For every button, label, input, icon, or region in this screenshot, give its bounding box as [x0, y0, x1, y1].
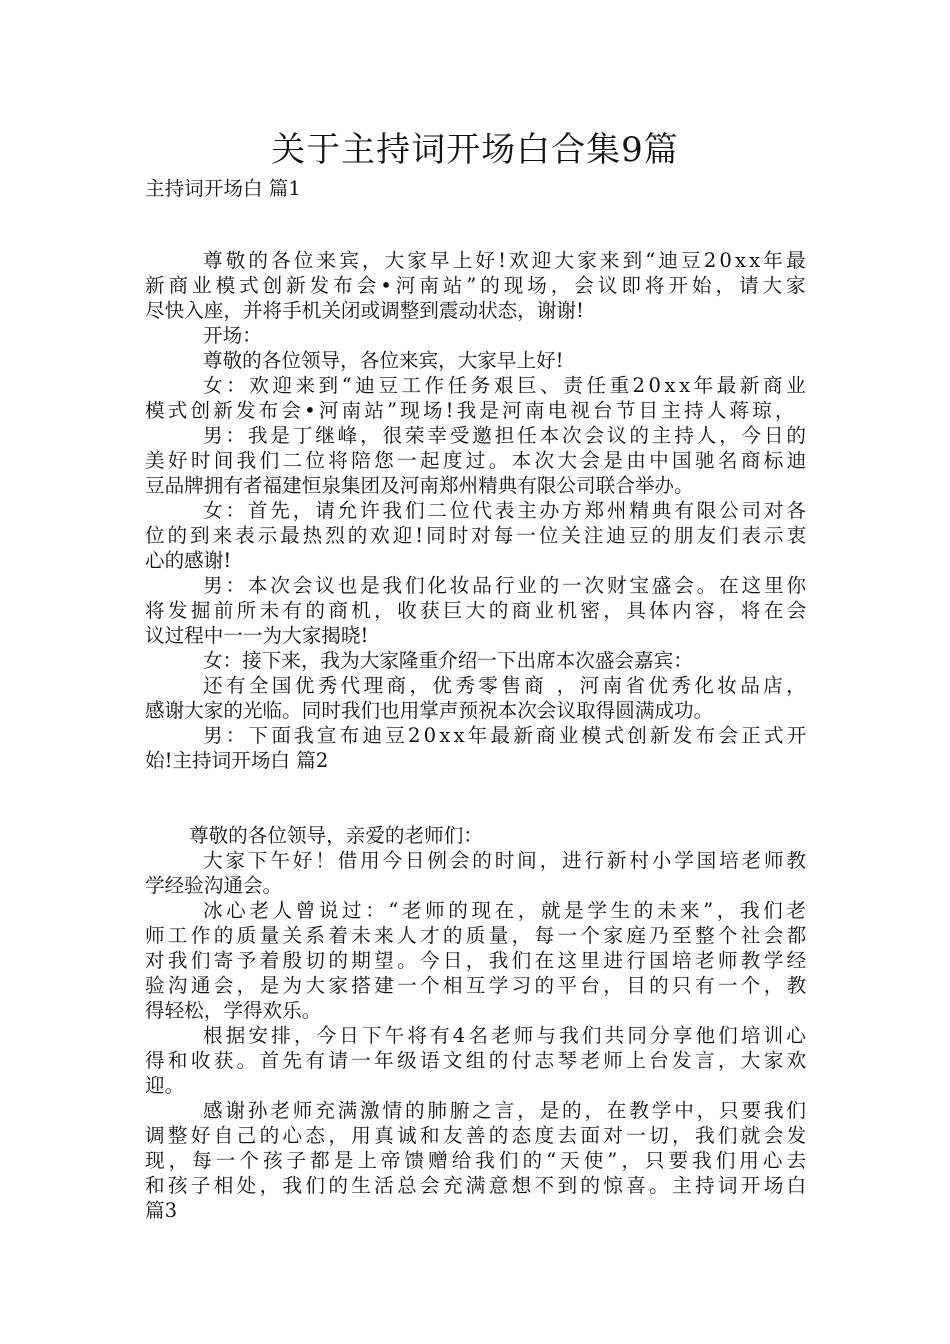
text-line: 男：我是丁继峰，很荣幸受邀担任本次会议的主持人，今日的	[203, 424, 809, 447]
text-line: 篇3	[145, 1199, 178, 1222]
text-line: 尊敬的各位领导，各位来宾，大家早上好!	[203, 349, 564, 372]
text-line: 学经验沟通会。	[145, 874, 283, 897]
text-line: 新商业模式创新发布会•河南站”的现场，会议即将开始，请大家	[145, 274, 810, 297]
text-line: 女：欢迎来到“迪豆工作任务艰巨、责任重20xx年最新商业	[203, 374, 810, 397]
text-line: 尊敬的各位领导，亲爱的老师们：	[189, 824, 483, 847]
text-line: 美好时间我们二位将陪您一起度过。本次大会是由中国驰名商标迪	[145, 449, 810, 472]
text-line: 和孩子相处，我们的生活总会充满意想不到的惊喜。主持词开场白	[145, 1174, 810, 1197]
text-line: 始!主持词开场白 篇2	[145, 749, 329, 772]
text-line: 迎。	[145, 1074, 185, 1097]
text-line: 还有全国优秀代理商，优秀零售商 ，河南省优秀化妆品店，	[203, 674, 810, 697]
text-line: 男：下面我宣布迪豆20xx年最新商业模式创新发布会正式开	[203, 724, 810, 747]
text-line: 心的感谢!	[145, 549, 232, 572]
text-line: 豆品牌拥有者福建恒泉集团及河南郑州精典有限公司联合举办。	[145, 474, 694, 497]
text-line: 冰心老人曾说过：“老师的现在，就是学生的未来”，我们老	[203, 899, 810, 922]
text-line: 将发掘前所未有的商机，收获巨大的商业机密，具体内容，将在会	[145, 599, 810, 622]
text-line: 女：接下来，我为大家隆重介绍一下出席本次盛会嘉宾：	[203, 649, 693, 672]
text-line: 男：本次会议也是我们化妆品行业的一次财宝盛会。在这里你	[203, 574, 809, 597]
text-line: 开场：	[203, 324, 262, 347]
text-line: 感谢大家的光临。同时我们也用掌声预祝本次会议取得圆满成功。	[145, 699, 714, 722]
document-title: 关于主持词开场白合集9篇	[271, 130, 679, 170]
text-line: 模式创新发布会•河南站”现场!我是河南电视台节目主持人蒋琼，	[145, 399, 798, 422]
text-line: 尊敬的各位来宾，大家早上好!欢迎大家来到“迪豆20xx年最	[203, 249, 809, 272]
text-line: 得和收获。首先有请一年级语文组的付志琴老师上台发言，大家欢	[145, 1049, 810, 1072]
text-line: 女：首先，请允许我们二位代表主办方郑州精典有限公司对各	[203, 499, 809, 522]
text-line: 位的到来表示最热烈的欢迎!同时对每一位关注迪豆的朋友们表示衷	[145, 524, 810, 547]
text-line: 调整好自己的心态，用真诚和友善的态度去面对一切，我们就会发	[145, 1124, 810, 1147]
text-line: 议过程中一一为大家揭晓!	[145, 624, 369, 647]
text-line: 感谢孙老师充满激情的肺腑之言，是的，在教学中，只要我们	[203, 1099, 809, 1122]
text-line: 根据安排，今日下午将有4名老师与我们共同分享他们培训心	[203, 1024, 810, 1047]
text-line: 对我们寄予着殷切的期望。今日，我们在这里进行国培老师教学经	[145, 949, 810, 972]
text-line: 师工作的质量关系着未来人才的质量，每一个家庭乃至整个社会都	[145, 924, 810, 947]
text-line: 得轻松，学得欢乐。	[145, 999, 322, 1022]
section-heading: 主持词开场白 篇1	[145, 177, 301, 200]
text-line: 现，每一个孩子都是上帝馈赠给我们的“天使”，只要我们用心去	[145, 1149, 811, 1172]
text-line: 尽快入座，并将手机关闭或调整到震动状态，谢谢!	[145, 299, 584, 322]
text-line: 大家下午好！借用今日例会的时间，进行新村小学国培老师教	[203, 849, 809, 872]
text-line: 验沟通会，是为大家搭建一个相互学习的平台，目的只有一个，教	[145, 974, 810, 997]
